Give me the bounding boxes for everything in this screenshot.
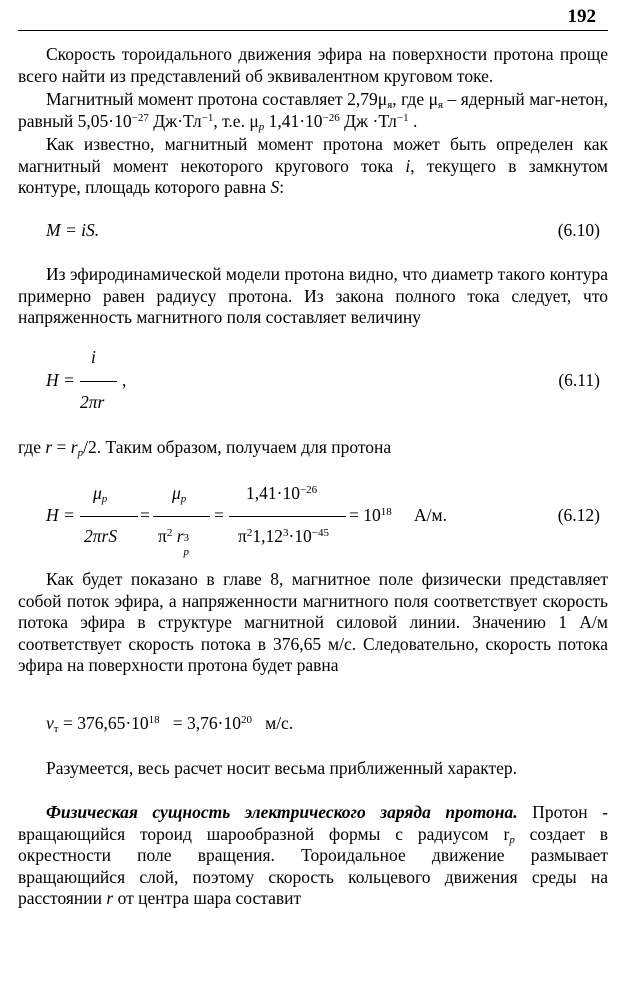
paragraph-3 [18,134,608,199]
eq-v-sup20: 20 [241,714,252,726]
header-rule [18,30,608,31]
p2-text-g: Дж ·Тл [339,110,397,131]
eq612-unit: А/м. [414,505,447,525]
eq611-numerator: i [91,347,96,367]
p2-sup-m26: −26 [322,111,340,124]
eq612-number: (6.12) [557,505,600,525]
p5-text-a: где [18,437,46,457]
eq612-num1: $\mu_p$ [93,483,108,505]
p3-text-c: : [279,177,285,197]
p8-text-a: Протон - вращающийся тороид шарообразной формы с радиусом r [18,802,608,844]
paragraph-1 [18,44,608,87]
eq612-bar2 [153,516,210,517]
paragraph-4-text: Из эфиродинамической модели протона видно, что диаметр такого контура примерно равен радиусу протона. Из закона полного тока следует, что напряженность магнитного поля составляет величину [18,264,608,327]
eq612-eq1: = [140,505,150,525]
eq-v-c: м/с. [252,713,294,733]
eq-v-sub: т [53,723,59,735]
eq612-den3: $\pi^21,12^3\cdot 10^{-45}$ [238,526,330,546]
p2-sup-m27: −27 [131,111,149,124]
eq611-comma: , [122,370,127,390]
p2-sup-m1-2: −1 [396,111,409,124]
p5-var-rp: r [70,437,78,457]
eq-v-symbol: v [46,713,54,733]
p2-text-b: , где μ [392,89,438,109]
p2-text-c: – ядерный маг-нетон, равный 5,05·10 [18,89,608,131]
p8-title: Физическая сущность электрического заряда протона. [46,802,518,822]
p3-text-a: Как известно, магнитный момент протона может быть определен как магнитный момент некоторого кругового тока [18,134,608,176]
paragraph-6 [18,569,608,677]
eq611-lhs: H = [46,370,75,390]
p2-text-h: . [408,110,418,131]
eq612-bar3 [229,516,346,517]
paragraph-4 [18,264,608,329]
p8-text-b: создает в окрестности поле вращения. Тороидальное движение размывает вращающийся слой, поэтому скорость кольцевого движения среды на расстоянии [18,823,608,908]
p2-text-f: 1,41·10 [264,110,323,131]
p8-text-c: от центра шара составит [113,888,302,908]
eq612-num3: $1,41\cdot 10^{-26}$ [246,483,318,503]
eq-v-a: = 376,65·10 [58,713,149,733]
eq612-num2: $\mu_p$ [172,483,187,505]
eq611-number: (6.11) [558,370,600,390]
p5-sub-p: p [77,447,84,459]
p8-sub-p: p [509,833,515,846]
p2-sub-ya: я [387,99,393,111]
p2-sup-m1: −1 [201,111,214,124]
p8-var-r: r [106,888,114,908]
paragraph-1-text: Скорость тороидального движения эфира на поверхности протона проще всего найти из представлений об эквивалентном круговом токе. [18,44,608,86]
p3-var-i: i [405,155,411,176]
page-number: 192 [567,6,596,27]
eq-v-sup18: 18 [148,714,160,726]
equation-velocity [46,713,293,735]
eq611-fraction-bar [80,381,117,382]
p3-text-b: , текущего в замкнутом контуре, площадь которого равна [18,155,609,197]
paragraph-6-text: Как будет показано в главе 8, магнитное поле физически представляет собой поток эфира, а напряженности магнитного поля соответствует скорость потока эфира в структуре магнитной силовой линии. Значению 1 А/м соответствует скорость потока в 376,65 м/с. Следовательно, скорость потока эфира на поверхности протона будет равна [18,569,608,675]
eq612-lhs: H = [46,505,75,525]
eq612-den1: 2πrS [84,526,118,546]
eq612-eq2: = [214,505,224,525]
p2-text-a: Магнитный момент протона составляет 2,79μ [46,89,388,109]
paragraph-7 [18,758,608,780]
p5-var-r: r [45,437,53,457]
eq612-result: = $10^{18}$ [349,505,392,525]
eq611-denominator: 2πr [80,392,105,412]
p2-sub-ya-2: я [437,99,444,111]
paragraph-7-text: Разумеется, весь расчет носит весьма приближенный характер. [46,758,518,778]
eq-v-b: = 3,76·10 [159,713,241,733]
eq612-den2: $\pi^2$ r 3 p [158,526,190,558]
p5-text-c: /2. Таким образом, получаем для протона [83,437,392,457]
eq610-formula: M = iS. [46,220,100,240]
paragraph-2 [18,89,608,132]
eq610-number: (6.10) [557,220,600,240]
p5-text-b: = [52,437,71,457]
p2-text-d: Дж·Тл [148,110,202,131]
p3-var-s: S [270,177,280,197]
p2-sub-p: p [258,120,265,133]
eq612-bar1 [80,516,138,517]
p2-text-e: , т.е. μ [213,110,259,131]
paragraph-8 [18,802,608,910]
paragraph-5 [18,437,608,459]
